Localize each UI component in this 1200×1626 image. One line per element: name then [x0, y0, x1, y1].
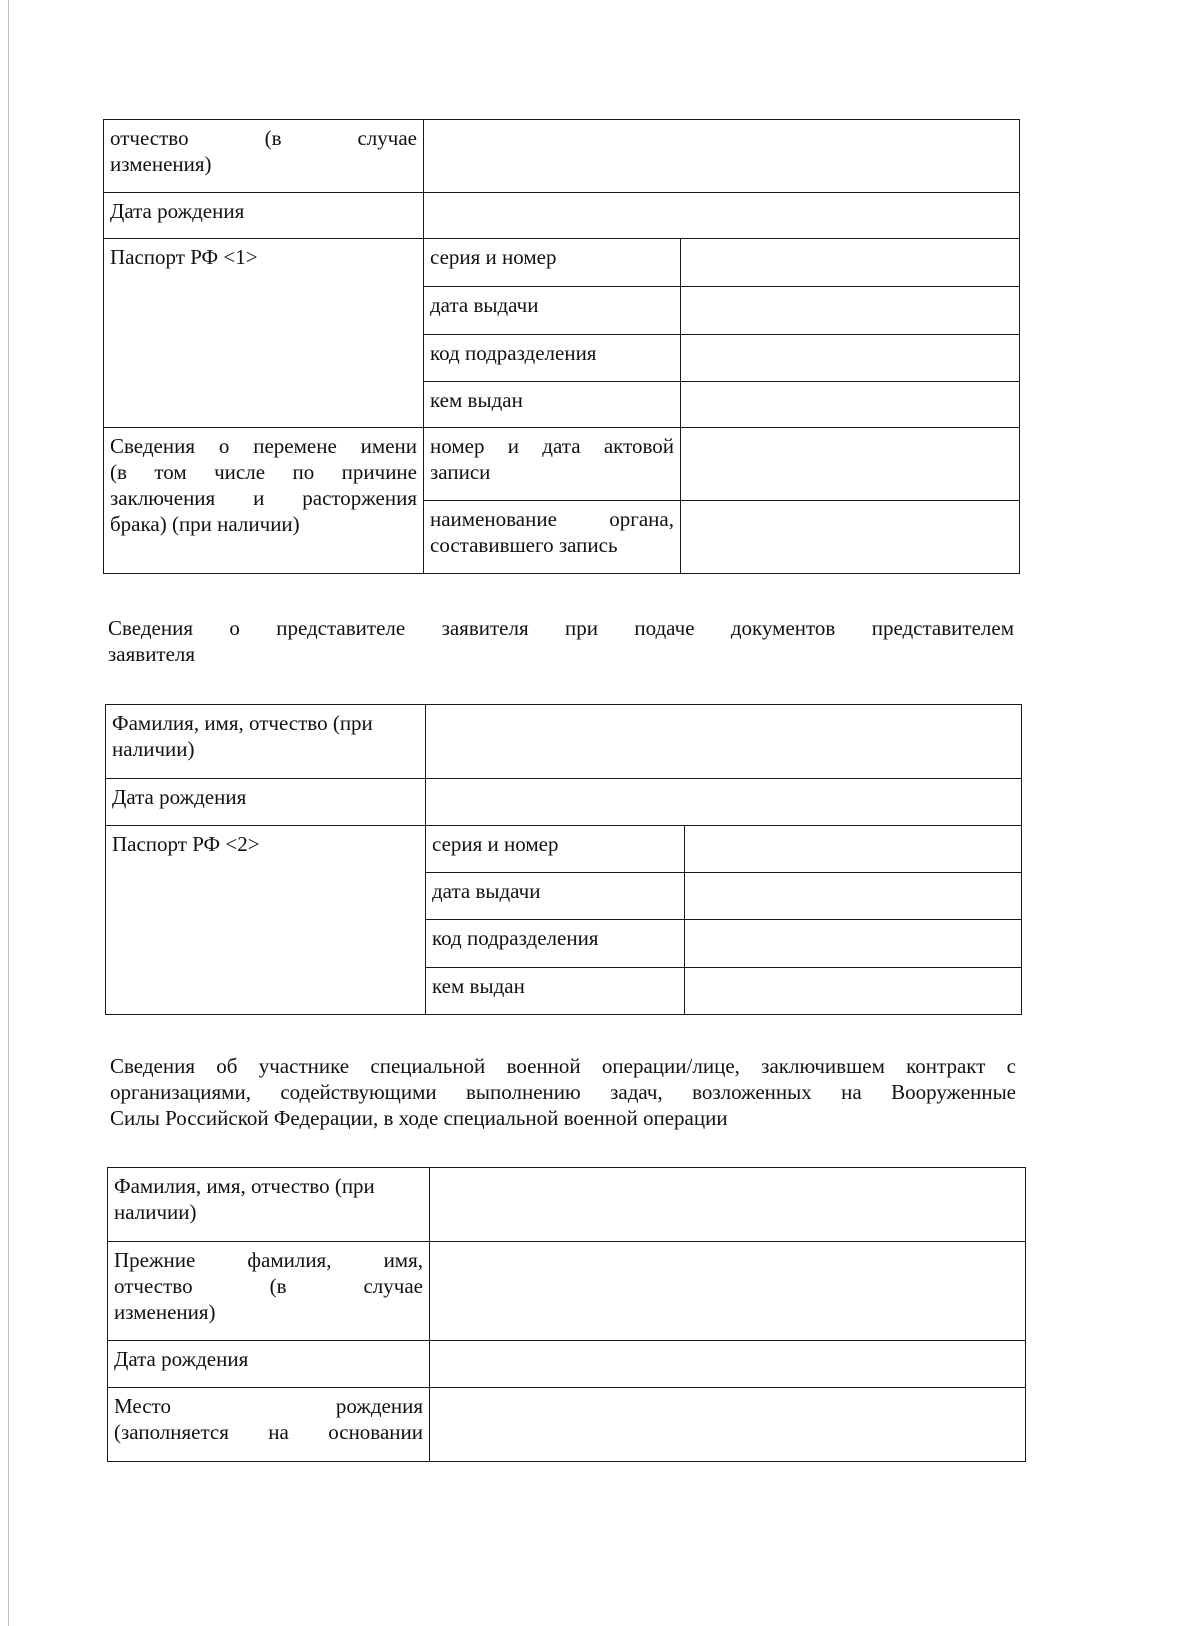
participant-birth-place-field[interactable]	[430, 1388, 1026, 1462]
rep-birth-date-label: Дата рождения	[106, 779, 426, 826]
rep-passport-series-label: серия и номер	[426, 826, 685, 873]
act-record-field[interactable]	[681, 428, 1020, 501]
rep-issued-by-label: кем выдан	[426, 968, 685, 1015]
scan-edge-line	[8, 0, 9, 1626]
rep-full-name-label: Фамилия, имя, отчество (при наличии)	[106, 705, 426, 779]
department-code-field[interactable]	[681, 335, 1020, 382]
passport-issue-date-label: дата выдачи	[424, 287, 681, 335]
authority-label: наименование органа, составившего запись	[424, 501, 681, 574]
table-row	[106, 826, 1022, 873]
table-row	[106, 705, 1022, 779]
rep-passport-series-field[interactable]	[685, 826, 1022, 873]
participant-prev-name-field[interactable]	[430, 1242, 1026, 1341]
table-row	[104, 239, 1020, 287]
issued-by-field[interactable]	[681, 382, 1020, 428]
rep-passport-label: Паспорт РФ <2>	[106, 826, 426, 1015]
table-row	[108, 1341, 1026, 1388]
rep-passport-issue-date-field[interactable]	[685, 873, 1022, 920]
passport-series-field[interactable]	[681, 239, 1020, 287]
participant-heading: Сведения об участнике специальной военной операции/лице, заключившем контракт с организациями, содействующими выполнению задач, возложенных на Вооруженные Силы Российской Федерации, в ходе специальной военной операции	[110, 1054, 1016, 1130]
issued-by-label: кем выдан	[424, 382, 681, 428]
birth-date-field[interactable]	[424, 193, 1020, 239]
table-row	[108, 1242, 1026, 1341]
participant-table	[107, 1167, 1026, 1462]
participant-birth-place-label: Место рождения (заполняется на основании	[108, 1388, 430, 1462]
name-change-label: Сведения о перемене имени (в том числе по причине заключения и расторжения брака) (при наличии)	[104, 428, 424, 574]
participant-prev-name-label: Прежние фамилия, имя, отчество (в случае изменения)	[108, 1242, 430, 1341]
table-row	[106, 779, 1022, 826]
rep-full-name-field[interactable]	[426, 705, 1022, 779]
participant-birth-date-field[interactable]	[430, 1341, 1026, 1388]
rep-issued-by-field[interactable]	[685, 968, 1022, 1015]
representative-heading: Сведения о представителе заявителя при подаче документов представителем заявителя	[108, 616, 1014, 666]
rep-department-code-label: код подразделения	[426, 920, 685, 968]
participant-full-name-label: Фамилия, имя, отчество (при наличии)	[108, 1168, 430, 1242]
prev-patronymic-label: отчество (в случае изменения)	[104, 120, 424, 193]
table-row	[108, 1168, 1026, 1242]
representative-table	[105, 704, 1022, 1015]
authority-field[interactable]	[681, 501, 1020, 574]
table-row	[104, 193, 1020, 239]
rep-passport-issue-date-label: дата выдачи	[426, 873, 685, 920]
prev-patronymic-field[interactable]	[424, 120, 1020, 193]
table-row	[104, 120, 1020, 193]
passport-issue-date-field[interactable]	[681, 287, 1020, 335]
table-row	[104, 428, 1020, 501]
rep-department-code-field[interactable]	[685, 920, 1022, 968]
participant-full-name-field[interactable]	[430, 1168, 1026, 1242]
department-code-label: код подразделения	[424, 335, 681, 382]
passport-label: Паспорт РФ <1>	[104, 239, 424, 428]
applicant-table	[103, 119, 1020, 574]
act-record-label: номер и дата актовой записи	[424, 428, 681, 501]
rep-birth-date-field[interactable]	[426, 779, 1022, 826]
table-row	[108, 1388, 1026, 1462]
birth-date-label: Дата рождения	[104, 193, 424, 239]
passport-series-label: серия и номер	[424, 239, 681, 287]
participant-birth-date-label: Дата рождения	[108, 1341, 430, 1388]
